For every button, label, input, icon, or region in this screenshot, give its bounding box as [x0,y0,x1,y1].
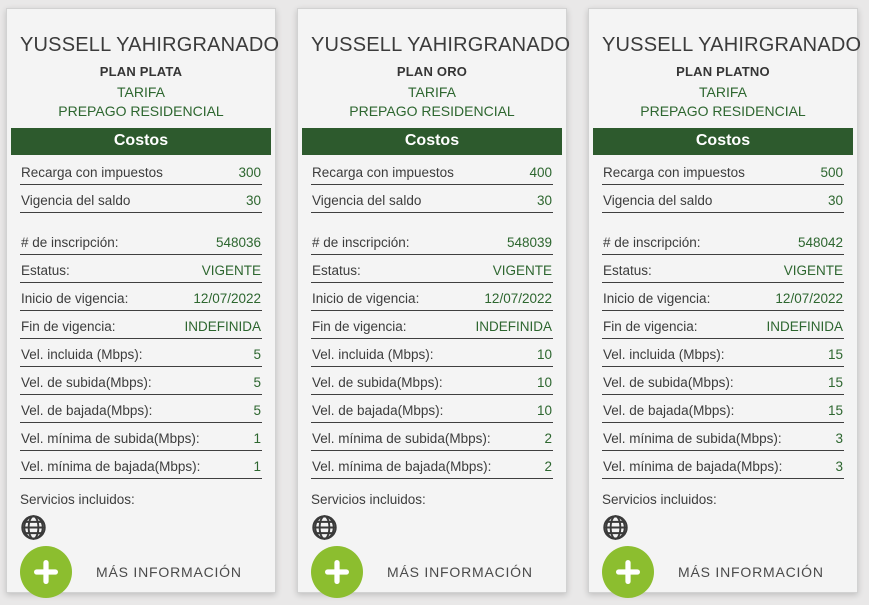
globe-icon [602,514,629,541]
row-label: Vel. mínima de subida(Mbps): [312,431,491,446]
row-label: Inicio de vigencia: [21,291,129,306]
detail-rows [20,227,262,479]
more-info-button[interactable] [602,546,654,598]
row-value: 30 [536,193,552,208]
tarifa-label: TARIFA [408,84,456,100]
row-value: 5 [253,375,261,390]
info-row [602,367,844,395]
row-label: Recarga con impuestos [21,165,163,180]
row-label: Vel. mínima de subida(Mbps): [603,431,782,446]
info-row [20,367,262,395]
row-value: 30 [827,193,843,208]
info-row [311,157,553,185]
row-label: # de inscripción: [603,235,701,250]
plan-card [6,8,280,593]
row-value: VIGENTE [783,263,843,278]
row-label: Inicio de vigencia: [603,291,711,306]
row-value: 12/07/2022 [193,291,261,306]
row-label: Vel. de bajada(Mbps): [603,403,735,418]
plus-icon [31,557,61,587]
costs-section-header: Costos [302,128,562,155]
plan-name: PLAN PLATNO [676,64,770,79]
row-value: 10 [536,375,552,390]
row-label: Vel. incluida (Mbps): [21,347,143,362]
row-label: Fin de vigencia: [603,319,698,334]
services-label: Servicios incluidos: [311,492,426,507]
row-value: 15 [827,375,843,390]
info-row [20,283,262,311]
info-row [20,255,262,283]
row-label: Vel. de bajada(Mbps): [21,403,153,418]
row-value: INDEFINIDA [184,319,261,334]
row-value: 500 [820,165,843,180]
customer-name: YUSSELL YAHIRGRANADO [602,34,862,56]
services-label: Servicios incluidos: [602,492,717,507]
row-label: Vel. de bajada(Mbps): [312,403,444,418]
detail-rows [311,227,553,479]
row-label: Vel. incluida (Mbps): [603,347,725,362]
more-info-label[interactable]: MÁS INFORMACIÓN [387,564,533,580]
row-label: Vel. de subida(Mbps): [21,375,152,390]
row-value: INDEFINIDA [766,319,843,334]
row-value: 10 [536,347,552,362]
card-footer [20,546,262,605]
row-label: # de inscripción: [312,235,410,250]
row-label: Estatus: [312,263,361,278]
row-label: Fin de vigencia: [21,319,116,334]
row-value: VIGENTE [201,263,261,278]
row-value: 1 [253,431,261,446]
row-label: Vel. de subida(Mbps): [603,375,734,390]
row-label: Fin de vigencia: [312,319,407,334]
info-row [311,283,553,311]
info-row [602,423,844,451]
row-value: VIGENTE [492,263,552,278]
plan-name: PLAN ORO [396,64,468,79]
row-value: 2 [544,431,552,446]
plan-name: PLAN PLATA [99,64,183,79]
row-value: 400 [529,165,552,180]
info-row [20,227,262,255]
row-label: Vigencia del saldo [21,193,131,208]
info-row [20,157,262,185]
info-row [602,339,844,367]
info-row [602,451,844,479]
row-label: Vel. mínima de bajada(Mbps): [21,459,201,474]
services-label: Servicios incluidos: [20,492,135,507]
included-services [602,492,844,546]
card-header [311,9,571,121]
card-header [602,9,862,121]
row-value: 1 [253,459,261,474]
tarifa-label: TARIFA [699,84,747,100]
cost-rows [602,157,844,213]
info-row [20,451,262,479]
info-row [602,157,844,185]
row-value: 3 [835,459,843,474]
row-label: Recarga con impuestos [603,165,745,180]
plan-category: PREPAGO RESIDENCIAL [640,103,806,119]
plus-icon [322,557,352,587]
row-value: 15 [827,347,843,362]
row-label: # de inscripción: [21,235,119,250]
row-value: 548036 [215,235,261,250]
info-row [311,185,553,213]
row-label: Estatus: [603,263,652,278]
card-footer [602,546,844,605]
row-label: Vel. mínima de bajada(Mbps): [312,459,492,474]
info-row [602,227,844,255]
globe-icon [311,514,338,541]
tarifa-label: TARIFA [117,84,165,100]
info-row [20,185,262,213]
row-label: Vel. mínima de subida(Mbps): [21,431,200,446]
info-row [311,311,553,339]
row-value: 548042 [797,235,843,250]
row-label: Vel. incluida (Mbps): [312,347,434,362]
row-value: 2 [544,459,552,474]
more-info-label[interactable]: MÁS INFORMACIÓN [96,564,242,580]
row-label: Vel. mínima de bajada(Mbps): [603,459,783,474]
row-value: 548039 [506,235,552,250]
card-header [20,9,280,121]
row-value: 300 [238,165,261,180]
costs-section-header: Costos [593,128,853,155]
included-services [20,492,262,546]
more-info-button[interactable] [20,546,72,598]
row-value: INDEFINIDA [475,319,552,334]
info-row [602,185,844,213]
customer-name: YUSSELL YAHIRGRANADO [20,34,280,56]
row-label: Vel. de subida(Mbps): [312,375,443,390]
info-row [311,339,553,367]
row-value: 5 [253,347,261,362]
row-label: Inicio de vigencia: [312,291,420,306]
row-value: 12/07/2022 [484,291,552,306]
info-row [602,395,844,423]
included-services [311,492,553,546]
info-row [602,311,844,339]
plan-card [588,8,862,593]
plan-category: PREPAGO RESIDENCIAL [349,103,515,119]
info-row [311,367,553,395]
row-value: 15 [827,403,843,418]
more-info-label[interactable]: MÁS INFORMACIÓN [678,564,824,580]
globe-icon [20,514,47,541]
row-value: 5 [253,403,261,418]
info-row [602,255,844,283]
info-row [311,227,553,255]
plus-icon [613,557,643,587]
info-row [20,423,262,451]
card-footer [311,546,553,605]
row-value: 10 [536,403,552,418]
row-value: 30 [245,193,261,208]
row-value: 3 [835,431,843,446]
row-label: Vigencia del saldo [603,193,713,208]
customer-name: YUSSELL YAHIRGRANADO [311,34,571,56]
row-label: Estatus: [21,263,70,278]
costs-section-header: Costos [11,128,271,155]
cost-rows [20,157,262,213]
info-row [311,423,553,451]
info-row [20,311,262,339]
info-row [20,339,262,367]
row-value: 12/07/2022 [775,291,843,306]
detail-rows [602,227,844,479]
info-row [311,395,553,423]
row-label: Vigencia del saldo [312,193,422,208]
info-row [20,395,262,423]
more-info-button[interactable] [311,546,363,598]
cost-rows [311,157,553,213]
plan-category: PREPAGO RESIDENCIAL [58,103,224,119]
plan-card [297,8,571,593]
row-label: Recarga con impuestos [312,165,454,180]
info-row [311,255,553,283]
info-row [311,451,553,479]
info-row [602,283,844,311]
